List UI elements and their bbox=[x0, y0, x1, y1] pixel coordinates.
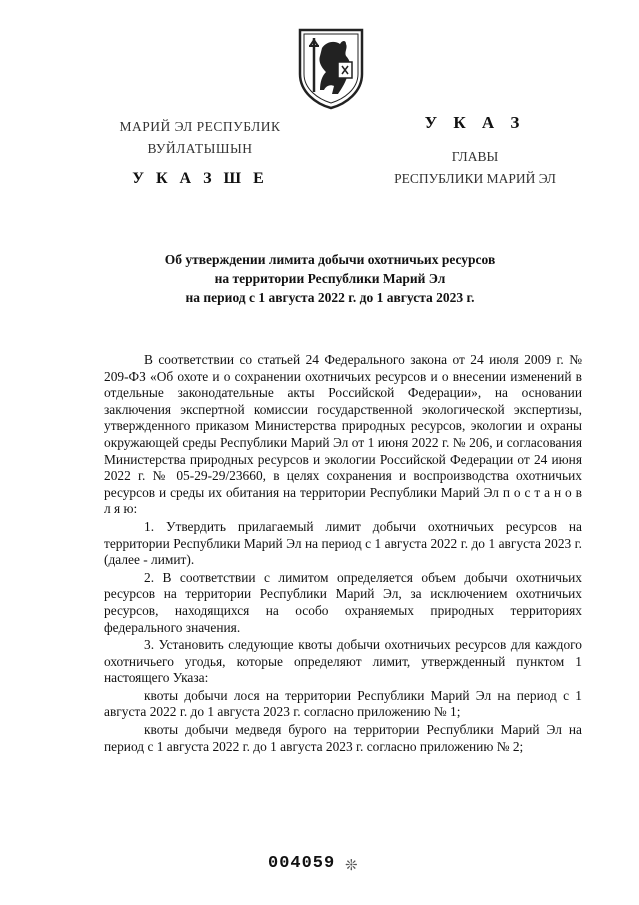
paragraph-preamble: В соответствии со статьей 24 Федерального закона от 24 июля 2009 г. № 209-ФЗ «Об охоте и о сохранении охотничьих ресурсов и о внесении изменений в отдельные законодательные акты Российской Федерации», на основании заключения экспертной комиссии государственной экологической экспертизы, утвержденного приказом Министерства природных ресурсов, экологии и охраны окружающей среды Республики Марий Эл от 1 июня 2022 г. № 206, и согласования Министерства природных ресурсов и экологии Российской Федерации от 24 июня 2022 г. № 05-29-29/23660, в целях сохранения и воспроизводства охотничьих ресурсов и среды их обитания на территории Республики Марий Эл п о с т а н о в л я ю: bbox=[104, 352, 582, 517]
bear-coat-of-arms-icon bbox=[296, 26, 366, 110]
header-left-line1: МАРИЙ ЭЛ РЕСПУБЛИК bbox=[119, 119, 281, 134]
paragraph-quota-bear: квоты добычи медведя бурого на территории Республики Марий Эл на период с 1 августа 2022 г. до 1 августа 2023 г. согласно приложению № 2; bbox=[104, 722, 582, 754]
header-left-mari bbox=[95, 116, 305, 190]
stamp-star-mark: ❊ bbox=[345, 856, 358, 874]
paragraph-item-3: 3. Установить следующие квоты добычи охотничьих ресурсов для каждого охотничьего угодья, которые определяют лимит, утвержденный пунктом 1 настоящего Указа: bbox=[104, 637, 582, 686]
header-right-line2: ГЛАВЫ bbox=[451, 149, 499, 164]
document-body bbox=[104, 352, 582, 756]
header-left-line2: ВУЙЛАТЫШЫН bbox=[147, 141, 253, 156]
title-line-2: на территории Республики Марий Эл bbox=[214, 271, 446, 286]
paragraph-item-2: 2. В соответствии с лимитом определяется объем добычи охотничьих ресурсов на территории Республики Марий Эл, за исключением охотничьих ресурсов, находящихся на особо охраняемых природных территориях федерального значения. bbox=[104, 569, 582, 635]
header-right-russian bbox=[360, 112, 590, 190]
paragraph-quota-moose: квоты добычи лося на территории Республики Марий Эл на период с 1 августа 2022 г. до 1 августа 2023 г. согласно приложению № 1; bbox=[104, 687, 582, 720]
document-title bbox=[80, 250, 580, 307]
paragraph-item-1: 1. Утвердить прилагаемый лимит добычи охотничьих ресурсов на территории Республики Марий Эл на период с 1 августа 2022 г. до 1 августа 2023 г. (далее - лимит). bbox=[104, 518, 582, 568]
header-left-ukazshe: У К А З Ш Е bbox=[132, 170, 268, 187]
header-right-line3: РЕСПУБЛИКИ МАРИЙ ЭЛ bbox=[394, 171, 556, 186]
title-line-3: на период с 1 августа 2022 г. до 1 августа 2023 г. bbox=[185, 290, 475, 305]
title-line-1: Об утверждении лимита добычи охотничьих ресурсов bbox=[164, 252, 496, 267]
header-right-ukaz: У К А З bbox=[424, 113, 526, 132]
serial-number-stamp: 004059 bbox=[268, 854, 336, 873]
